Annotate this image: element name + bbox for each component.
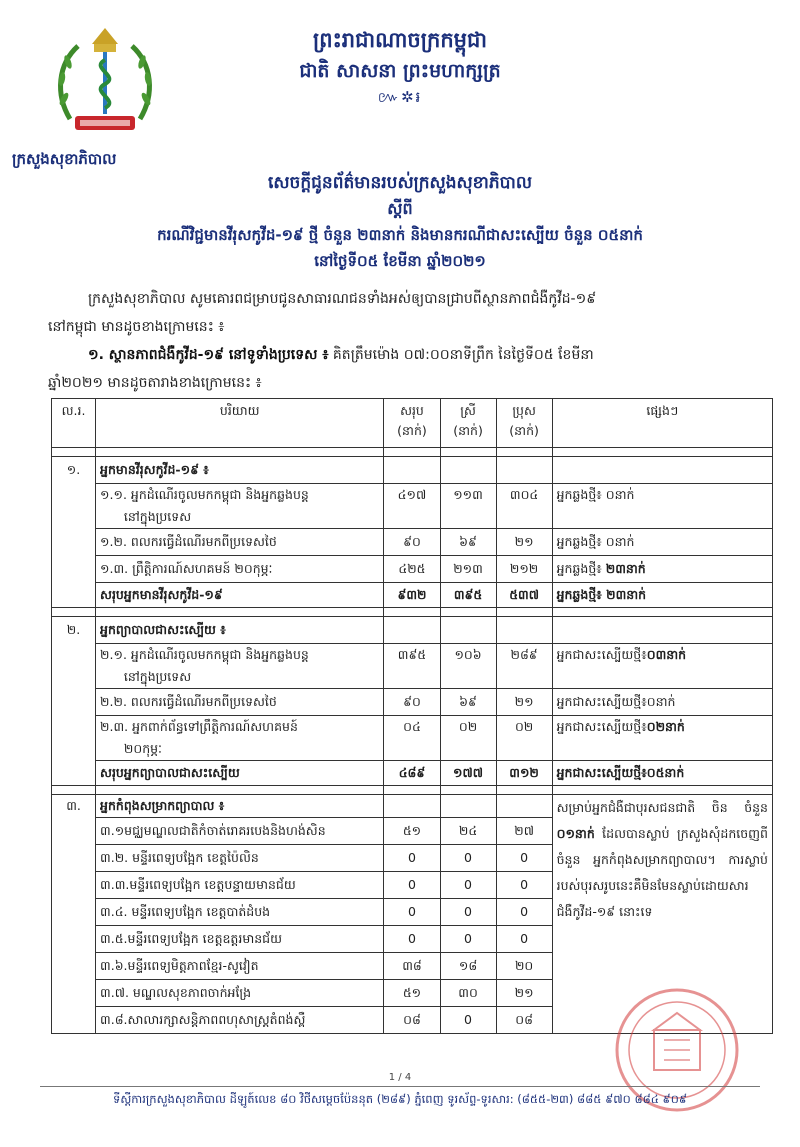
table-row: ៣.២. មន្ទីរពេទ្យបង្អែក ខេត្តប៉ៃលិន 0 0 0 bbox=[52, 845, 773, 872]
footer-address: ទីស្ដីការក្រសួងសុខាភិបាល ដីឡូត៍លេខ ៨០ វិថីសម្ដេចប៉ែននុត (២៨៩) ភ្នំពេញ ទូរស័ព្ទ-ទូរសារ: (៨៥៥-២៣) ៨៨៥ ៩៧០ ៨៨៤ ៩០៩ bbox=[113, 1092, 687, 1106]
group2-title: អ្នកព្យាបាលជាសះស្បើយ ៖ bbox=[96, 617, 384, 644]
title-line-3: ករណីវិជ្ជមានវីរុសកូវីដ-១៩ ថ្មី ចំនួន ២៣នាក់ និងមានករណីជាសះស្បើយ ចំនួន ០៥នាក់ bbox=[157, 226, 643, 244]
header-remark: ផ្សេងៗ bbox=[552, 399, 772, 448]
footer-divider bbox=[40, 1086, 760, 1087]
group1-title-row bbox=[52, 457, 773, 484]
group3-remark: សម្រាប់អ្នកជំងឺជាបុរសជនជាតិ ចិន ចំនួន ០១នាក់ ដែលបានស្លាប់ ក្រសួងសុំដកចេញពីចំនួន អ្នកកំពុងសម្រាកព្យាបាល។ ការស្លាប់របស់បុរសរូបនេះគឺមិនមែនស្លាប់ដោយសារជំងឺកូវីដ-១៩ នោះទេ bbox=[552, 795, 772, 1034]
table-row: ៣.៨.សាលារក្សាសន្តិភាពពហុសាស្ត្រតំពង់ស្ពឺ ០៨ 0 ០៨ bbox=[52, 1007, 773, 1034]
page-number: 1 / 4 bbox=[388, 1072, 412, 1083]
ministry-emblem-icon bbox=[50, 24, 160, 144]
kingdom-heading bbox=[200, 24, 600, 108]
ministry-name: ក្រសួងសុខាភិបាល bbox=[12, 150, 117, 168]
header-female: ស្រី (នាក់) bbox=[440, 399, 496, 448]
press-release-title bbox=[30, 170, 770, 274]
group3-number: ៣. bbox=[52, 795, 96, 1034]
header-total: សរុប (នាក់) bbox=[384, 399, 440, 448]
group1-total-row: សរុបអ្នកមានវីរុសកូវីដ-១៩ ៩៣២ ៣៩៥ ៥៣៧ អ្នកឆ្លងថ្មី៖ ២៣នាក់ bbox=[52, 583, 773, 608]
group2-number: ២. bbox=[52, 617, 96, 786]
group3-title: អ្នកកំពុងសម្រាកព្យាបាល ៖ bbox=[96, 795, 384, 818]
table-row: ១.៣. ព្រឹត្តិការណ៍សហគមន៍ ២០កុម្ភៈ ៤២៥ ២១៣ ២១២ អ្នកឆ្លងថ្មី៖ ២៣នាក់ bbox=[52, 556, 773, 583]
group2-total-row: សរុបអ្នកព្យាបាលជាសះស្បើយ ៤៨៩ ១៧៧ ៣១២ អ្នកជាសះស្បើយថ្មី៖០៥នាក់ bbox=[52, 761, 773, 786]
table-row: ២.២. ពលករធ្វើដំណើរមកពីប្រទេសថៃ ៩០ ៦៩ ២១ អ្នកជាសះស្បើយថ្មី៖០នាក់ bbox=[52, 689, 773, 716]
kingdom-name: ព្រះរាជាណាចក្រកម្ពុជា bbox=[312, 28, 487, 52]
section-text-1: គិតត្រឹមម៉ោង ០៧:០០នាទីព្រឹក នៃថ្ងៃទី០៥ ខែមីនា bbox=[328, 347, 594, 363]
table-row: ៣.៤. មន្ទីរពេទ្យបង្អែក ខេត្តបាត់ដំបង 0 0 0 bbox=[52, 899, 773, 926]
table-header-row bbox=[52, 399, 773, 448]
table-row: ៣.៣.មន្ទីរពេទ្យបង្អែក ខេត្តបន្ទាយមានជ័យ 0 0 0 bbox=[52, 872, 773, 899]
table-row: ៣.៧. មណ្ឌលសុខភាពចាក់អង្រែ ៥១ ៣០ ២១ bbox=[52, 980, 773, 1007]
table-row: ១.១. អ្នកដំណើរចូលមកកម្ពុជា និងអ្នកឆ្លងបន្ត នៅក្នុងប្រទេស ៤១៧ ១១៣ ៣០៤ អ្នកឆ្លងថ្មី៖ ០នាក់ bbox=[52, 484, 773, 529]
header-description: បរិយាយ bbox=[96, 399, 384, 448]
group3-title-row bbox=[52, 795, 773, 818]
table-row: ៣.៥.មន្ទីរពេទ្យបង្អែក ខេត្តឧត្តរមានជ័យ 0 0 0 bbox=[52, 926, 773, 953]
intro-line-1: ក្រសួងសុខាភិបាល សូមគោរពជម្រាបជូនសាធារណជនទាំងអស់ឲ្យបានជ្រាបពីស្ថានភាពជំងឺកូវីដ-១៩ bbox=[88, 291, 597, 307]
header-no: ល.រ. bbox=[52, 399, 96, 448]
national-motto: ជាតិ សាសនា ព្រះមហាក្សត្រ bbox=[299, 60, 501, 82]
covid-stats-table bbox=[51, 398, 773, 1034]
group1-number: ១. bbox=[52, 457, 96, 608]
section-text-2: ឆ្នាំ២០២១ មានដូចតារាងខាងក្រោមនេះ ៖ bbox=[48, 375, 262, 391]
group2-title-row bbox=[52, 617, 773, 644]
table-row: ៣.១មជ្ឈមណ្ឌលជាតិកំចាត់រោគរបេងនិងហង់សិន ៥១ ២៤ ២៧ bbox=[52, 818, 773, 845]
intro-line-2: នៅកម្ពុជា មានដូចខាងក្រោមនេះ ៖ bbox=[48, 319, 225, 335]
table-row: ១.២. ពលករធ្វើដំណើរមកពីប្រទេសថៃ ៩០ ៦៩ ២១ អ្នកឆ្លងថ្មី៖ ០នាក់ bbox=[52, 529, 773, 556]
header-male: ប្រុស (នាក់) bbox=[496, 399, 552, 448]
table-row: ៣.៦.មន្ទីរពេទ្យមិត្តភាពខ្មែរ-សូវៀត ៣៨ ១៨ ២០ bbox=[52, 953, 773, 980]
table-row: ២.៣. អ្នកពាក់ព័ន្ធទៅព្រឹត្តិការណ៍សហគមន៍ ២០កុម្ភៈ ០៤ ០២ ០២ អ្នកជាសះស្បើយថ្មី៖០២នាក់ bbox=[52, 716, 773, 761]
title-line-1: សេចក្ដីជូនព័ត៌មានរបស់ក្រសួងសុខាភិបាល bbox=[267, 173, 533, 193]
title-line-2: ស្ដីពី bbox=[387, 199, 413, 218]
group1-title: អ្នកមានវីរុសកូវីដ-១៩ ៖ bbox=[96, 457, 384, 484]
intro-text bbox=[48, 285, 768, 397]
section-heading: ១. ស្ថានភាពជំងឺកូវីដ-១៩ នៅទូទាំងប្រទេស ៖ bbox=[88, 347, 329, 363]
ornament: ៚✲៛ bbox=[377, 88, 423, 106]
table-row: ២.១. អ្នកដំណើរចូលមកកម្ពុជា និងអ្នកឆ្លងបន្ត នៅក្នុងប្រទេស ៣៩៥ ១០៦ ២៨៩ អ្នកជាសះស្បើយថ្មី៖០៣នាក់ bbox=[52, 644, 773, 689]
title-line-4: នៅថ្ងៃទី០៥ ខែមីនា ឆ្នាំ២០២១ bbox=[314, 252, 486, 270]
